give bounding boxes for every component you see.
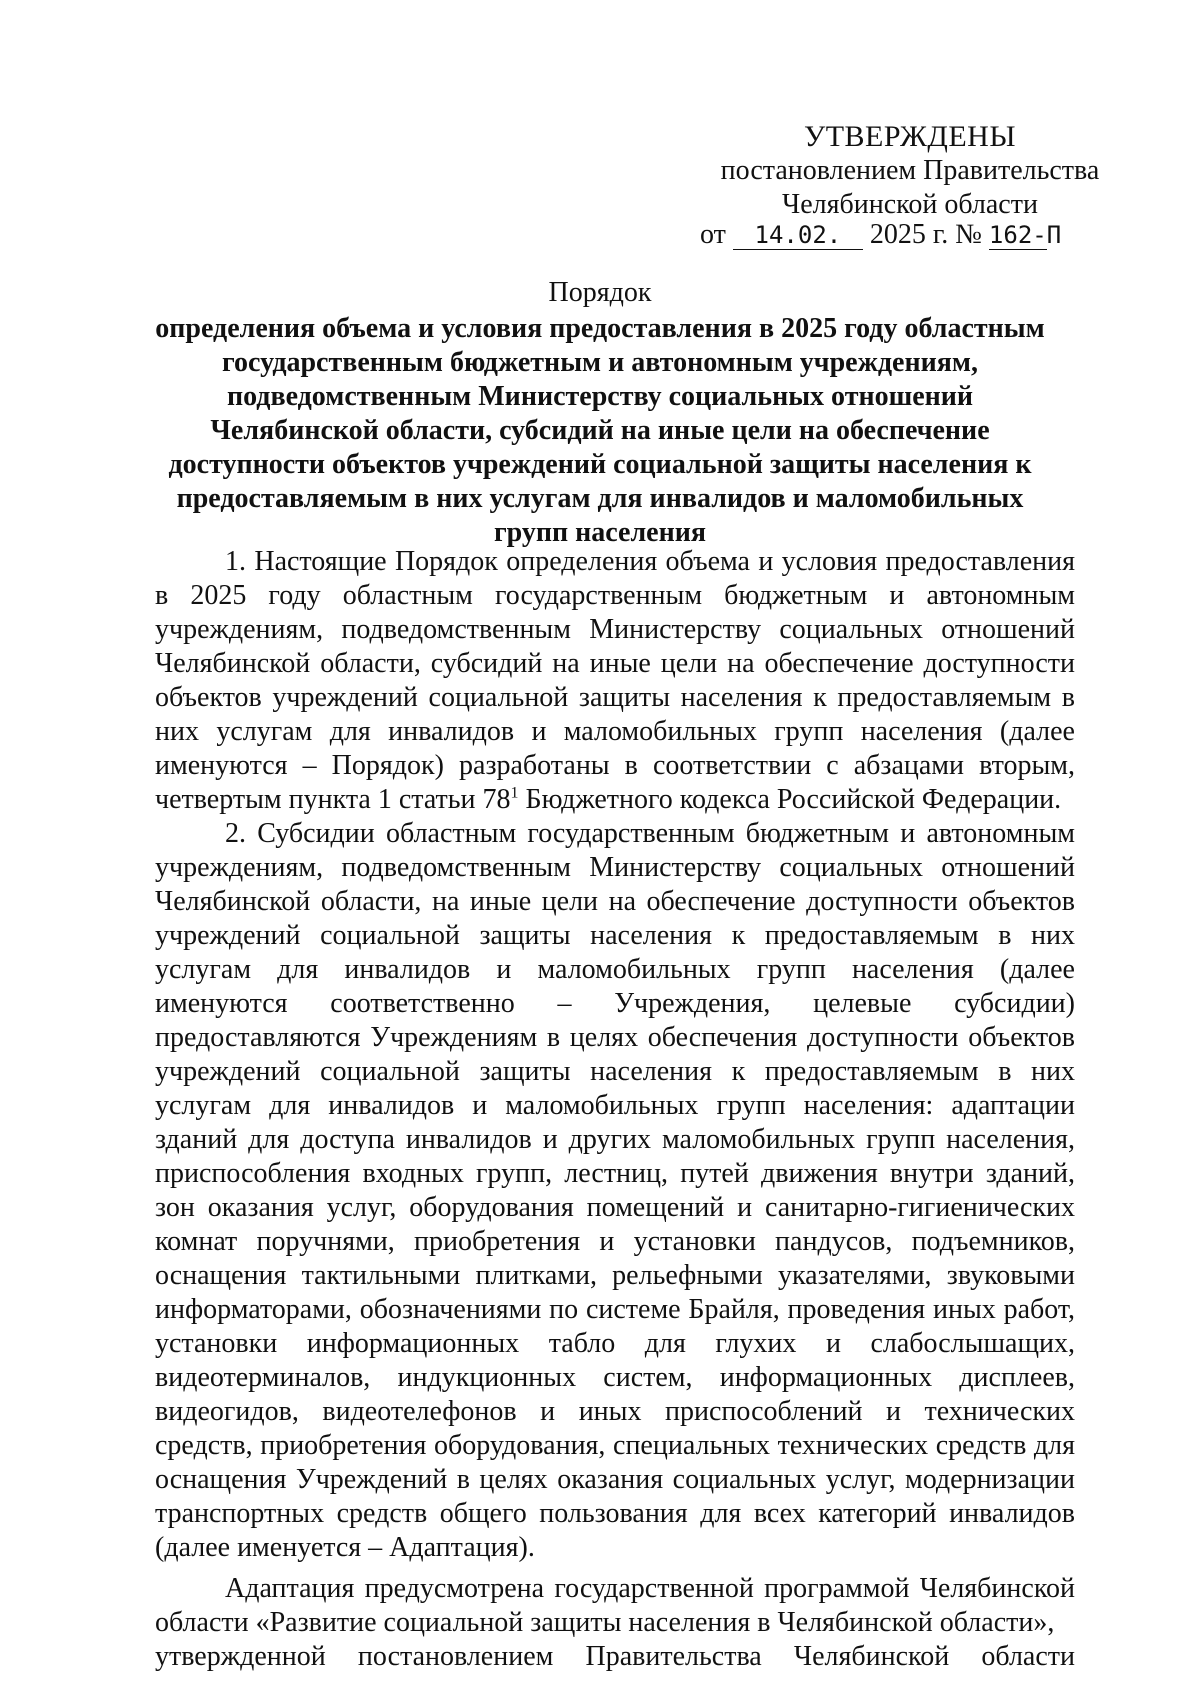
approved-heading: УТВЕРЖДЕНЫ	[803, 120, 1017, 153]
paragraph-2: 2. Субсидии областным государственным бюджетным и автономным учреждениям, подведомственным Министерству социальных отношений Челябинской области, на иные цели на обеспечение доступности объектов учреждений социальной защиты населения к предоставляемым в них услугам для инвалидов и маломобильных групп населения (далее именуются соответственно – Учреждения, целевые субсидии) предоставляются Учреждениям в целях обеспечения доступности объектов учреждений социальной защиты населения к предоставляемым в них услугам для инвалидов и маломобильных групп населения: адаптации зданий для доступа инвалидов и других маломобильных групп населения, приспособления входных групп, лестниц, путей движения внутри зданий, зон оказания услуг, оборудования помещений и санитарно-гигиенических комнат поручнями, приобретения и установки пандусов, подъемников, оснащения тактильными плитками, рельефными указателями, звуковыми информаторами, обозначениями по системе Брайля, проведения иных работ, установки информационных табло для глухих и слабослышащих, видеотерминалов, индукционных систем, информационных дисплеев, видеогидов, видеотелефонов и иных приспособлений и технических средств, приобретения оборудования, специальных технических средств для оснащения Учреждений в целях оказания социальных услуг, модернизации транспортных средств общего пользования для всех категорий инвалидов (далее именуется – Адаптация).	[155, 818, 1075, 1563]
date-prefix: от	[700, 219, 726, 250]
decree-year-number-label: 2025 г. №	[869, 219, 982, 250]
approval-block	[700, 120, 1120, 222]
paragraph-3	[155, 1572, 1075, 1674]
paragraph-1	[155, 545, 1075, 817]
decree-date-line	[700, 218, 1120, 252]
paragraph-1-text: 1. Настоящие Порядок определения объема и условия предоставления в 2025 году областным государственным бюджетным и автономным учреждениям, подведомственным Министерству социальных отношений Челябинской области, субсидий на иные цели на обеспечение доступности объектов учреждений социальной защиты населения к предоставляемым в них услугам для инвалидов и маломобильных групп населения (далее именуются – Порядок) разработаны в соответствии с абзацами вторым, четвертым пункта 1 статьи 78	[155, 546, 1075, 815]
approved-by-decree: постановлением Правительства	[720, 155, 1100, 186]
document-body	[155, 545, 1075, 1674]
approved-region: Челябинской области	[782, 189, 1038, 220]
article-superscript: 1	[510, 784, 519, 802]
decree-number: 162-П	[988, 221, 1062, 249]
document-title: Порядок	[548, 277, 652, 308]
decree-date: 14.02.	[733, 221, 863, 250]
document-subtitle: определения объема и условия предоставления в 2025 году областным государственным бюджетным и автономным учреждениям, подведомственным Министерству социальных отношений Челябинской области, субсидий на иные цели на обеспечение доступности объектов учреждений социальной защиты населения к предоставляемым в них услугам для инвалидов и маломобильных групп населения	[155, 313, 1045, 548]
paragraph-1-end: Бюджетного кодекса Российской Федерации.	[518, 784, 1062, 815]
paragraph-3-text: Адаптация предусмотрена государственной программой Челябинской области «Развитие социальной защиты населения в Челябинской области»,	[155, 1573, 1075, 1638]
paragraph-3-tail: утвержденной постановлением Правительства Челябинской области	[155, 1641, 1075, 1672]
